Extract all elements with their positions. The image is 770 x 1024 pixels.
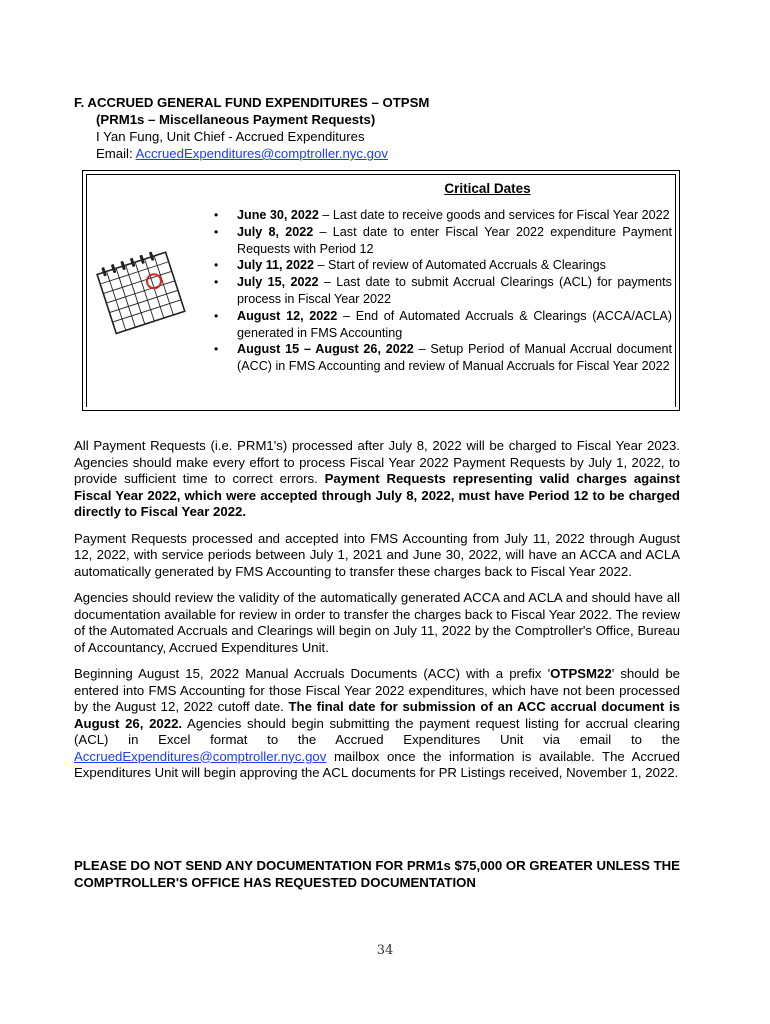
section-header [74, 94, 694, 162]
list-item: • August 12, 2022 – End of Automated Accruals & Clearings (ACCA/ACLA) generated in FMS Accounting [212, 308, 672, 342]
paragraph-2: Payment Requests processed and accepted into FMS Accounting from July 11, 2022 through August 12, 2022, with service periods between July 1, 2021 and June 30, 2022, will have an ACCA and ACLA automatically generated by FMS Accounting to transfer these charges back to Fiscal Year 2022. [74, 530, 680, 579]
paragraph-3: Agencies should review the validity of the automatically generated ACCA and ACLA and should have all documentation available for review in order to transfer the charges back to Fiscal Year 2022. The review of the Automated Accruals and Clearings will begin on July 11, 2022 by the Comptroller's Office, Bureau of Accountancy, Accrued Expenditures Unit. [74, 590, 680, 655]
section-subheading: (PRM1s – Miscellaneous Payment Requests) [96, 112, 376, 127]
contact-name: I Yan Fung, Unit Chief - Accrued Expenditures [96, 129, 365, 144]
list-item: • June 30, 2022 – Last date to receive goods and services for Fiscal Year 2022 [212, 207, 672, 224]
critical-dates-list [212, 207, 672, 375]
list-item: • July 8, 2022 – Last date to enter Fiscal Year 2022 expenditure Payment Requests with Period 12 [212, 224, 672, 258]
section-heading: F. ACCRUED GENERAL FUND EXPENDITURES – OTPSM [74, 95, 430, 110]
list-item: • July 11, 2022 – Start of review of Automated Accruals & Clearings [212, 257, 672, 274]
paragraph-4: Beginning August 15, 2022 Manual Accruals Documents (ACC) with a prefix 'OTPSM22' should be entered into FMS Accounting for those Fiscal Year 2022 expenditures, which have not been processed by the August 12, 2022 cutoff date. The final date for submission of an ACC accrual document is August 26, 2022. Agencies should begin submitting the payment request listing for accrual clearing (ACL) in Excel format to the Accrued Expenditures Unit via email to the AccruedExpenditures@comptroller.nyc.gov mailbox once the information is available. The Accrued Expenditures Unit will begin approving the ACL documents for PR Listings received, November 1, 2022. [74, 666, 681, 780]
contact-email-line [74, 145, 694, 162]
email-link[interactable]: AccruedExpenditures@comptroller.nyc.gov [135, 146, 388, 161]
email-label: Email: [96, 146, 136, 161]
critical-dates-title: Critical Dates [444, 181, 531, 196]
list-item: • August 15 – August 26, 2022 – Setup Period of Manual Accrual document (ACC) in FMS Accounting and review of Manual Accruals for Fiscal Year 2022 [212, 341, 672, 375]
page-number: 34 [376, 943, 394, 958]
paragraph-1: All Payment Requests (i.e. PRM1's) processed after July 8, 2022 will be charged to Fiscal Year 2023. Agencies should make every effort to process Fiscal Year 2022 Payment Requests by July 1, 2022, to provide sufficient time to correct errors. Payment Requests representing valid charges against Fiscal Year 2022, which were accepted through July 8, 2022, must have Period 12 to be charged directly to Fiscal Year 2022. [74, 438, 680, 519]
documentation-warning: PLEASE DO NOT SEND ANY DOCUMENTATION FOR PRM1s $75,000 OR GREATER UNLESS THE COMPTROLLER'S OFFICE HAS REQUESTED DOCUMENTATION [74, 858, 680, 890]
calendar-icon [90, 240, 190, 340]
body-text [74, 438, 680, 792]
list-item: • July 15, 2022 – Last date to submit Accrual Clearings (ACL) for payments process in Fiscal Year 2022 [212, 274, 672, 308]
mailbox-link[interactable]: AccruedExpenditures@comptroller.nyc.gov [74, 748, 327, 764]
